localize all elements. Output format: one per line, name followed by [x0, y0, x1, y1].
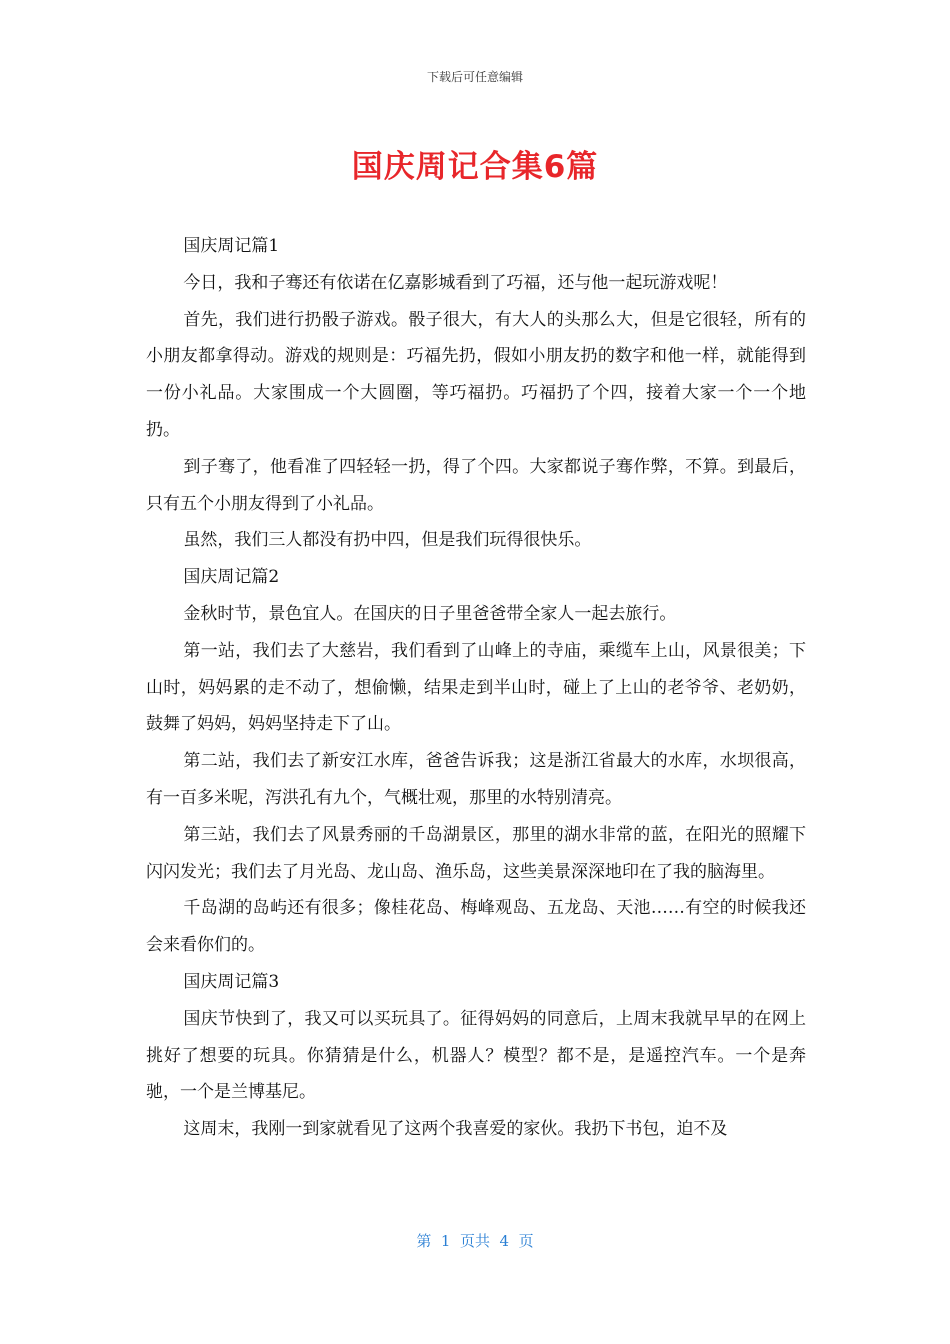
paragraph: 国庆节快到了，我又可以买玩具了。征得妈妈的同意后，上周末我就早早的在网上挑好了想要的玩具。你猜猜是什么，机器人？模型？都不是，是遥控汽车。一个是奔驰，一个是兰博基尼。 — [146, 1008, 806, 1103]
document-title: 国庆周记合集6篇 — [351, 149, 599, 185]
document-body — [146, 228, 806, 1148]
paragraph: 虽然，我们三人都没有扔中四，但是我们玩得很快乐。 — [183, 530, 592, 551]
paragraph: 今日，我和子骞还有依诺在亿嘉影城看到了巧福，还与他一起玩游戏呢！ — [183, 272, 728, 293]
paragraph: 首先，我们进行扔骰子游戏。骰子很大，有大人的头那么大，但是它很轻，所有的小朋友都拿得动。游戏的规则是：巧福先扔，假如小朋友扔的数字和他一样，就能得到一份小礼品。大家围成一个大圆圈，等巧福扔。巧福扔了个四，接着大家一个一个地扔。 — [146, 309, 806, 440]
section-heading-1: 国庆周记篇1 — [183, 236, 280, 256]
section-heading-2: 国庆周记篇2 — [183, 567, 280, 588]
paragraph: 千岛湖的岛屿还有很多；像桂花岛、梅峰观岛、五龙岛、天池……有空的时候我还会来看你们的。 — [146, 898, 806, 956]
paragraph: 第二站，我们去了新安江水库，爸爸告诉我；这是浙江省最大的水库，水坝很高，有一百多米呢，泻洪孔有九个，气概壮观，那里的水特别清亮。 — [146, 751, 806, 808]
paragraph: 到子骞了，他看准了四轻轻一扔，得了个四。大家都说子骞作弊，不算。到最后，只有五个小朋友得到了小礼品。 — [146, 456, 806, 514]
paragraph: 金秋时节，景色宜人。在国庆的日子里爸爸带全家人一起去旅行。 — [183, 603, 677, 624]
header-note: 下载后可任意编辑 — [426, 70, 523, 84]
page-footer: 第 1 页共 4 页 — [416, 1232, 534, 1250]
paragraph: 第三站，我们去了风景秀丽的千岛湖景区，那里的湖水非常的蓝，在阳光的照耀下闪闪发光；我们去了月光岛、龙山岛、渔乐岛，这些美景深深地印在了我的脑海里。 — [146, 824, 806, 882]
section-heading-3: 国庆周记篇3 — [183, 971, 280, 992]
paragraph: 第一站，我们去了大慈岩，我们看到了山峰上的寺庙，乘缆车上山，风景很美；下山时，妈妈累的走不动了，想偷懒，结果走到半山时，碰上了上山的老爷爷、老奶奶，鼓舞了妈妈，妈妈坚持走下了山。 — [146, 640, 806, 735]
paragraph: 这周末，我刚一到家就看见了这两个我喜爱的家伙。我扔下书包，迫不及 — [183, 1119, 728, 1140]
